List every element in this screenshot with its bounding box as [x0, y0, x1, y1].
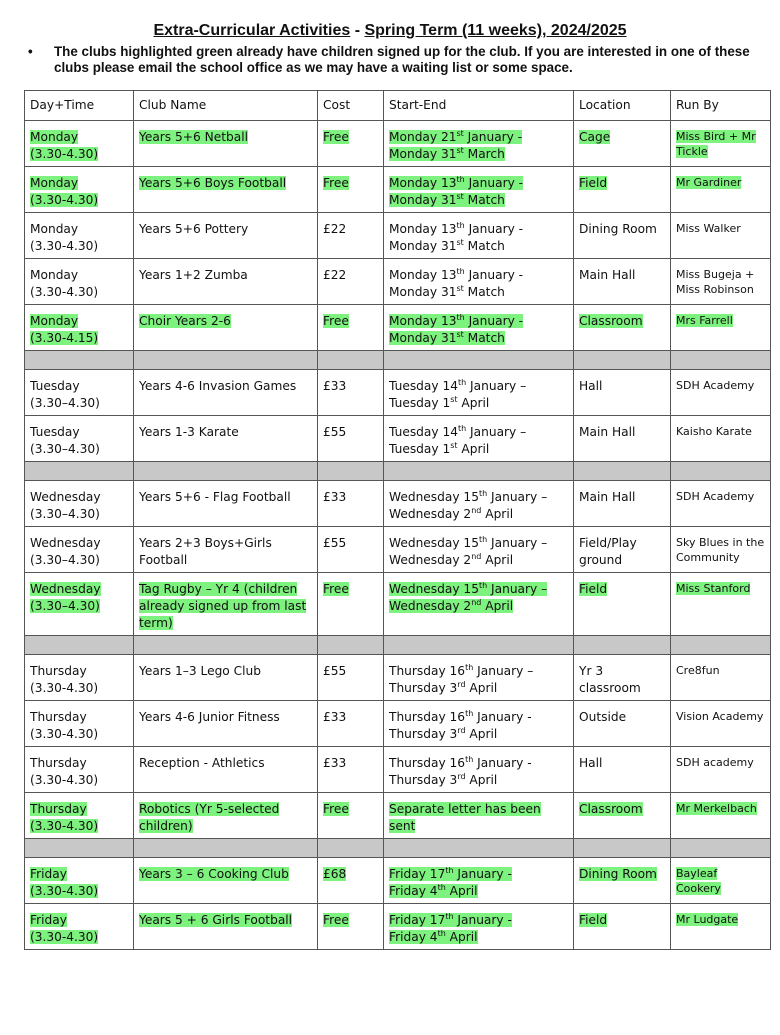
title-separator: -	[350, 22, 365, 39]
separator-cell	[574, 839, 671, 858]
cell-day-time	[25, 481, 134, 527]
end-date-text: Wednesday 2nd April	[389, 505, 514, 521]
table-header-row	[25, 91, 771, 121]
time-text: (3.30–4.30)	[30, 507, 100, 521]
cell-cost	[318, 259, 384, 305]
separator-cell	[25, 351, 134, 370]
start-date-text: Tuesday 14th January –	[389, 377, 527, 393]
club-name-text: Years 1–3 Lego Club	[139, 664, 261, 678]
end-date-text: Monday 31st Match	[389, 283, 505, 299]
cell-club-name	[134, 416, 318, 462]
cell-cost	[318, 305, 384, 351]
cell-run-by	[671, 167, 771, 213]
cell-location	[574, 904, 671, 950]
run-by-text: Vision Academy	[676, 710, 764, 723]
day-text: Monday	[30, 222, 79, 236]
end-date-text: Tuesday 1st April	[389, 440, 490, 456]
table-body	[25, 121, 771, 950]
separator-cell	[134, 636, 318, 655]
location-text: Field	[579, 176, 608, 190]
run-by-text: Miss Walker	[676, 222, 741, 235]
end-date-text: Wednesday 2nd April	[389, 551, 514, 567]
run-by-text: Sky Blues in the Community	[676, 536, 765, 564]
cell-day-time	[25, 370, 134, 416]
cost-text: £33	[323, 490, 347, 504]
cell-run-by	[671, 370, 771, 416]
location-text: Yr 3 classroom	[579, 664, 641, 695]
cell-day-time	[25, 121, 134, 167]
table-row	[25, 370, 771, 416]
club-name-text: Years 5 + 6 Girls Football	[139, 913, 293, 927]
day-text: Tuesday	[30, 379, 80, 393]
separator-row	[25, 351, 771, 370]
start-date-text: Thursday 16th January -	[389, 708, 532, 724]
cell-cost	[318, 701, 384, 747]
location-text: Hall	[579, 379, 603, 393]
time-text: (3.30-4.30)	[30, 147, 99, 161]
cell-cost	[318, 481, 384, 527]
cell-club-name	[134, 121, 318, 167]
start-date-text: Wednesday 15th January –	[389, 488, 548, 504]
table-row	[25, 527, 771, 573]
cell-club-name	[134, 793, 318, 839]
end-date-text: Friday 4th April	[389, 928, 478, 944]
time-text: (3.30–4.30)	[30, 599, 100, 613]
cell-run-by	[671, 305, 771, 351]
location-text: Main Hall	[579, 268, 636, 282]
cell-day-time	[25, 701, 134, 747]
end-date-text: Monday 31st March	[389, 145, 505, 161]
day-text: Thursday	[30, 756, 87, 770]
cell-cost	[318, 370, 384, 416]
cell-start-end	[384, 527, 574, 573]
start-date-text: Wednesday 15th January –	[389, 580, 548, 596]
time-text: (3.30-4.30)	[30, 819, 99, 833]
separator-cell	[671, 462, 771, 481]
table-row	[25, 305, 771, 351]
separator-cell	[318, 462, 384, 481]
cost-text: £33	[323, 379, 347, 393]
cell-location	[574, 121, 671, 167]
run-by-text: Mrs Farrell	[676, 314, 733, 327]
separator-cell	[574, 351, 671, 370]
header-location: Location	[574, 91, 671, 121]
cell-club-name	[134, 573, 318, 636]
location-text: Cage	[579, 130, 611, 144]
club-name-text: Years 1-3 Karate	[139, 425, 239, 439]
cost-text: £55	[323, 425, 347, 439]
cell-location	[574, 416, 671, 462]
cell-day-time	[25, 793, 134, 839]
cell-location	[574, 747, 671, 793]
cell-run-by	[671, 655, 771, 701]
table-row	[25, 655, 771, 701]
activities-table	[24, 90, 771, 950]
location-text: Classroom	[579, 314, 643, 328]
cell-location	[574, 701, 671, 747]
table-row	[25, 121, 771, 167]
separator-cell	[134, 462, 318, 481]
table-row	[25, 747, 771, 793]
cell-run-by	[671, 481, 771, 527]
separator-cell	[318, 351, 384, 370]
separator-cell	[384, 351, 574, 370]
cell-start-end	[384, 416, 574, 462]
time-text: (3.30-4.30)	[30, 239, 99, 253]
cell-start-end	[384, 121, 574, 167]
cell-start-end	[384, 747, 574, 793]
separator-row	[25, 636, 771, 655]
separator-cell	[134, 839, 318, 858]
table-row	[25, 701, 771, 747]
separator-cell	[318, 636, 384, 655]
start-date-text: Wednesday 15th January –	[389, 534, 548, 550]
club-name-text: Reception - Athletics	[139, 756, 265, 770]
club-name-text: Years 4-6 Junior Fitness	[139, 710, 280, 724]
cell-club-name	[134, 213, 318, 259]
title-main: Extra-Curricular Activities	[153, 22, 351, 39]
run-by-text: Miss Stanford	[676, 582, 751, 595]
cell-run-by	[671, 527, 771, 573]
end-date-text: Monday 31st Match	[389, 191, 505, 207]
cell-club-name	[134, 167, 318, 213]
cell-start-end	[384, 655, 574, 701]
time-text: (3.30-4.30)	[30, 930, 99, 944]
separator-row	[25, 839, 771, 858]
run-by-text: SDH Academy	[676, 379, 755, 392]
separator-cell	[574, 636, 671, 655]
cell-club-name	[134, 527, 318, 573]
run-by-text: SDH Academy	[676, 490, 755, 503]
cell-location	[574, 858, 671, 904]
cell-run-by	[671, 121, 771, 167]
separator-cell	[671, 636, 771, 655]
cost-text: £33	[323, 710, 347, 724]
end-date-text: Friday 4th April	[389, 882, 478, 898]
club-name-text: Years 3 – 6 Cooking Club	[139, 867, 289, 881]
separator-cell	[384, 636, 574, 655]
cell-location	[574, 793, 671, 839]
club-name-text: Years 5+6 Boys Football	[139, 176, 287, 190]
day-text: Wednesday	[30, 582, 101, 596]
cell-run-by	[671, 858, 771, 904]
cell-location	[574, 655, 671, 701]
location-text: Field/Play ground	[579, 536, 637, 567]
cell-club-name	[134, 481, 318, 527]
cell-day-time	[25, 213, 134, 259]
cell-start-end	[384, 701, 574, 747]
day-text: Friday	[30, 913, 67, 927]
cost-text: Free	[323, 913, 349, 927]
run-by-text: Mr Gardiner	[676, 176, 742, 189]
club-name-text: Years 1+2 Zumba	[139, 268, 248, 282]
day-text: Friday	[30, 867, 67, 881]
separator-cell	[25, 636, 134, 655]
cell-day-time	[25, 747, 134, 793]
cost-text: £22	[323, 222, 347, 236]
cost-text: Free	[323, 802, 349, 816]
end-date-text: Monday 31st Match	[389, 329, 505, 345]
separator-cell	[318, 839, 384, 858]
end-date-text: Wednesday 2nd April	[389, 597, 514, 613]
cell-cost	[318, 167, 384, 213]
day-text: Monday	[30, 314, 79, 328]
day-text: Monday	[30, 176, 79, 190]
cell-club-name	[134, 747, 318, 793]
cell-location	[574, 305, 671, 351]
day-text: Monday	[30, 130, 79, 144]
cell-start-end	[384, 904, 574, 950]
cost-text: £33	[323, 756, 347, 770]
cell-cost	[318, 213, 384, 259]
location-text: Main Hall	[579, 490, 636, 504]
table-row	[25, 481, 771, 527]
start-date-text: Monday 13th January -	[389, 174, 524, 190]
cell-run-by	[671, 701, 771, 747]
intro-note	[28, 44, 758, 76]
separator-cell	[671, 839, 771, 858]
table-row	[25, 904, 771, 950]
table-row	[25, 793, 771, 839]
cell-cost	[318, 573, 384, 636]
location-text: Classroom	[579, 802, 643, 816]
separator-cell	[384, 462, 574, 481]
cost-text: £22	[323, 268, 347, 282]
start-date-text: Thursday 16th January -	[389, 754, 532, 770]
club-name-text: Years 5+6 - Flag Football	[139, 490, 291, 504]
cell-run-by	[671, 213, 771, 259]
cell-cost	[318, 747, 384, 793]
run-by-text: Cre8fun	[676, 664, 720, 677]
club-name-text: Tag Rugby – Yr 4 (children already signed up from last term)	[139, 582, 307, 630]
header-run-by: Run By	[671, 91, 771, 121]
cell-cost	[318, 655, 384, 701]
start-date-text: Monday 21st January -	[389, 128, 523, 144]
time-text: (3.30–4.30)	[30, 396, 100, 410]
cost-text: £55	[323, 536, 347, 550]
day-text: Wednesday	[30, 490, 101, 504]
location-text: Main Hall	[579, 425, 636, 439]
cell-club-name	[134, 259, 318, 305]
intro-text: The clubs highlighted green already have children signed up for the club. If you are interested in one of these clubs please email the school office as we may have a waiting list or some space.	[54, 44, 750, 75]
club-name-text: Years 4-6 Invasion Games	[139, 379, 297, 393]
table-row	[25, 167, 771, 213]
club-name-text: Years 2+3 Boys+Girls Football	[139, 536, 272, 567]
time-text: (3.30-4.15)	[30, 331, 99, 345]
separator-cell	[25, 462, 134, 481]
cell-club-name	[134, 370, 318, 416]
header-club-name: Club Name	[134, 91, 318, 121]
separator-cell	[384, 839, 574, 858]
header-start-end: Start-End	[384, 91, 574, 121]
cell-cost	[318, 121, 384, 167]
location-text: Dining Room	[579, 222, 657, 236]
time-text: (3.30-4.30)	[30, 681, 99, 695]
cell-start-end	[384, 167, 574, 213]
cell-club-name	[134, 305, 318, 351]
cell-location	[574, 527, 671, 573]
cell-run-by	[671, 904, 771, 950]
cell-start-end	[384, 793, 574, 839]
table-row	[25, 213, 771, 259]
separator-cell	[134, 351, 318, 370]
table-row	[25, 858, 771, 904]
cell-run-by	[671, 793, 771, 839]
end-date-text: Thursday 3rd April	[389, 725, 498, 741]
cell-location	[574, 573, 671, 636]
time-text: (3.30-4.30)	[30, 727, 99, 741]
cell-cost	[318, 858, 384, 904]
club-name-text: Robotics (Yr 5-selected children)	[139, 802, 280, 833]
location-text: Dining Room	[579, 867, 657, 881]
start-date-text: Tuesday 14th January –	[389, 423, 527, 439]
run-by-text: Mr Merkelbach	[676, 802, 757, 815]
cell-start-end	[384, 573, 574, 636]
header-day-time: Day+Time	[25, 91, 134, 121]
cell-start-end	[384, 481, 574, 527]
page-title	[0, 22, 780, 40]
cell-location	[574, 370, 671, 416]
time-text: (3.30-4.30)	[30, 193, 99, 207]
cost-text: Free	[323, 176, 349, 190]
cell-cost	[318, 527, 384, 573]
day-text: Thursday	[30, 664, 87, 678]
end-date-text: Tuesday 1st April	[389, 394, 490, 410]
club-name-text: Years 5+6 Netball	[139, 130, 248, 144]
day-text: Wednesday	[30, 536, 101, 550]
cell-day-time	[25, 904, 134, 950]
cell-run-by	[671, 747, 771, 793]
cost-text: Free	[323, 314, 349, 328]
header-cost: Cost	[318, 91, 384, 121]
title-term: Spring Term (11 weeks), 2024/2025	[364, 22, 627, 39]
cell-day-time	[25, 305, 134, 351]
cell-club-name	[134, 701, 318, 747]
time-text: (3.30-4.30)	[30, 884, 99, 898]
separator-cell	[671, 351, 771, 370]
bullet-icon: •	[28, 44, 33, 59]
cost-text: £55	[323, 664, 347, 678]
cell-location	[574, 213, 671, 259]
location-text: Outside	[579, 710, 627, 724]
cost-text: Free	[323, 582, 349, 596]
cell-cost	[318, 416, 384, 462]
cell-start-end	[384, 305, 574, 351]
cell-run-by	[671, 573, 771, 636]
run-by-text: Bayleaf Cookery	[676, 867, 721, 895]
club-name-text: Years 5+6 Pottery	[139, 222, 249, 236]
cell-day-time	[25, 167, 134, 213]
start-date-text: Thursday 16th January –	[389, 662, 534, 678]
cell-cost	[318, 793, 384, 839]
start-date-text: Friday 17th January -	[389, 865, 512, 881]
location-text: Field	[579, 582, 608, 596]
run-by-text: Miss Bugeja + Miss Robinson	[676, 268, 755, 296]
start-date-text: Monday 13th January -	[389, 312, 524, 328]
cell-start-end	[384, 370, 574, 416]
cell-day-time	[25, 416, 134, 462]
end-date-text: Thursday 3rd April	[389, 679, 498, 695]
end-date-text: Thursday 3rd April	[389, 771, 498, 787]
run-by-text: Mr Ludgate	[676, 913, 739, 926]
cell-run-by	[671, 259, 771, 305]
day-text: Thursday	[30, 802, 87, 816]
location-text: Hall	[579, 756, 603, 770]
separator-cell	[25, 839, 134, 858]
run-by-text: Miss Bird + Mr Tickle	[676, 130, 756, 158]
time-text: (3.30–4.30)	[30, 442, 100, 456]
cell-cost	[318, 904, 384, 950]
table-row	[25, 573, 771, 636]
cell-start-end	[384, 259, 574, 305]
location-text: Field	[579, 913, 608, 927]
cell-day-time	[25, 655, 134, 701]
cell-day-time	[25, 527, 134, 573]
cell-club-name	[134, 655, 318, 701]
cell-club-name	[134, 858, 318, 904]
cell-day-time	[25, 259, 134, 305]
cost-text: £68	[323, 867, 347, 881]
start-date-text: Separate letter has been sent	[389, 802, 541, 833]
cell-run-by	[671, 416, 771, 462]
cell-day-time	[25, 573, 134, 636]
cell-start-end	[384, 213, 574, 259]
time-text: (3.30–4.30)	[30, 553, 100, 567]
separator-row	[25, 462, 771, 481]
time-text: (3.30-4.30)	[30, 773, 99, 787]
day-text: Monday	[30, 268, 79, 282]
time-text: (3.30-4.30)	[30, 285, 99, 299]
end-date-text: Monday 31st Match	[389, 237, 505, 253]
cell-day-time	[25, 858, 134, 904]
cell-location	[574, 481, 671, 527]
start-date-text: Monday 13th January -	[389, 220, 524, 236]
club-name-text: Choir Years 2-6	[139, 314, 231, 328]
cell-location	[574, 167, 671, 213]
cost-text: Free	[323, 130, 349, 144]
day-text: Thursday	[30, 710, 87, 724]
start-date-text: Monday 13th January -	[389, 266, 524, 282]
day-text: Tuesday	[30, 425, 80, 439]
cell-location	[574, 259, 671, 305]
table-row	[25, 416, 771, 462]
separator-cell	[574, 462, 671, 481]
table-row	[25, 259, 771, 305]
cell-start-end	[384, 858, 574, 904]
cell-club-name	[134, 904, 318, 950]
run-by-text: SDH academy	[676, 756, 754, 769]
start-date-text: Friday 17th January -	[389, 911, 512, 927]
run-by-text: Kaisho Karate	[676, 425, 752, 438]
